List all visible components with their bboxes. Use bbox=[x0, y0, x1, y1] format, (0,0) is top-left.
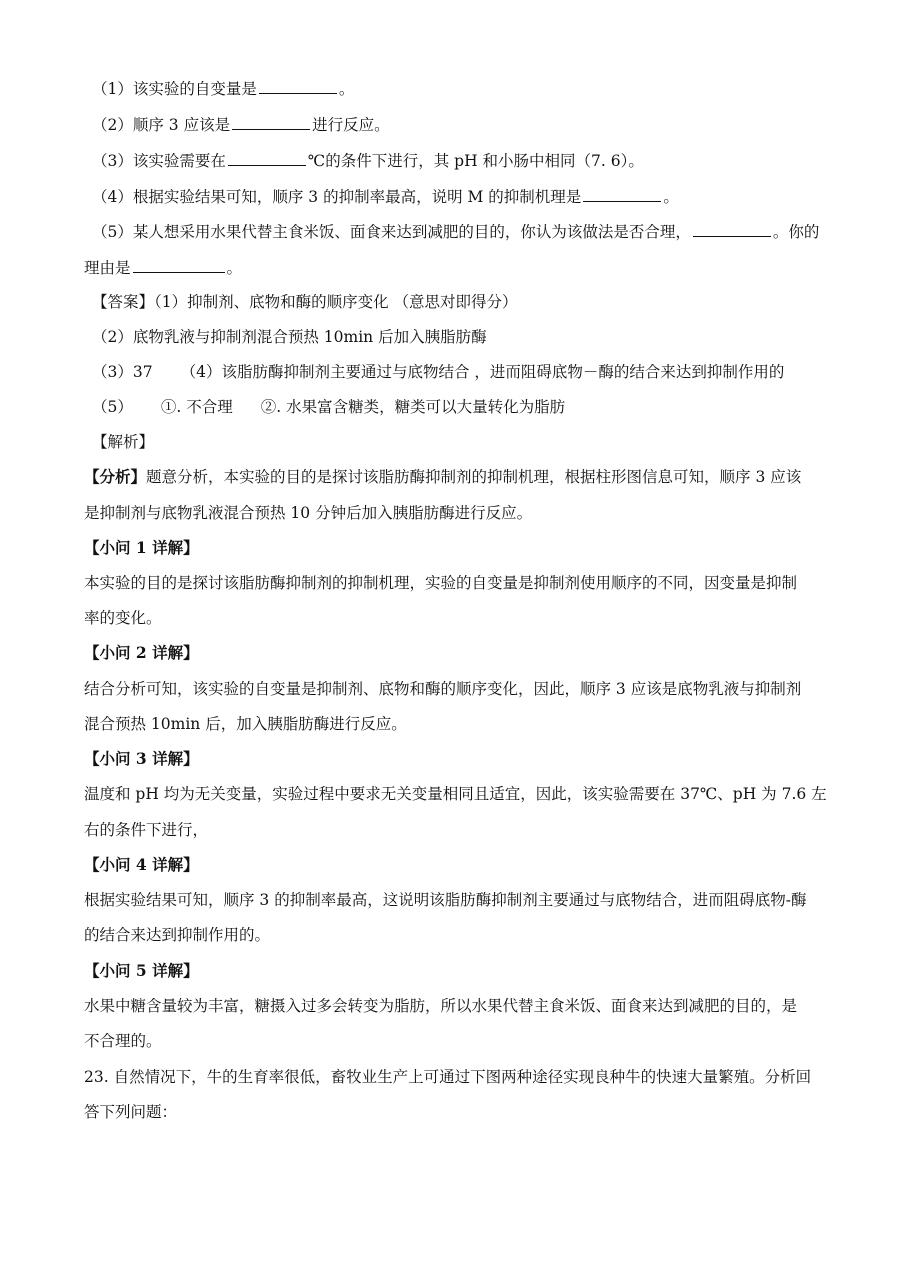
fenxi-text-2: 是抑制剂与底物乳液混合预热 10 分钟后加入胰脂肪酶进行反应。 bbox=[84, 504, 533, 522]
question-1 bbox=[92, 78, 832, 99]
s1-label: 【小问 1 详解】 bbox=[84, 538, 199, 557]
s4-heading bbox=[84, 855, 824, 875]
question-5b-text: 理由是 bbox=[84, 259, 131, 277]
question-5b-end: 。 bbox=[226, 259, 243, 277]
analysis-heading: 【解析】 bbox=[92, 433, 155, 451]
question-2-end: 进行反应。 bbox=[312, 116, 390, 134]
question-4-text: （4）根据实验结果可知，顺序 3 的抑制率最高，说明 M 的抑制机理是 bbox=[92, 188, 582, 206]
question-5-end: 。你的 bbox=[772, 223, 820, 241]
s1-line-1 bbox=[84, 573, 824, 593]
s1-text-2: 率的变化。 bbox=[84, 609, 162, 627]
s2-line-2 bbox=[84, 714, 824, 734]
answer-blank bbox=[133, 257, 225, 273]
s1-line-2 bbox=[84, 608, 824, 628]
answer-line-2 bbox=[92, 327, 832, 347]
fenxi-line-2 bbox=[84, 503, 824, 523]
question-2 bbox=[92, 114, 832, 135]
answer-blank bbox=[583, 186, 661, 202]
question-23-line-2 bbox=[84, 1102, 824, 1122]
s4-text-2: 的结合来达到抑制作用的。 bbox=[84, 926, 271, 944]
fenxi-label: 【分析】 bbox=[84, 467, 147, 486]
s2-line-1 bbox=[84, 679, 824, 699]
fenxi-line-1 bbox=[84, 467, 824, 487]
s5-text-2: 不合理的。 bbox=[84, 1032, 162, 1050]
answer-5-1: ①. 不合理 bbox=[160, 398, 233, 416]
question-5-text: （5）某人想采用水果代替主食米饭、面食来达到减肥的目的，你认为该做法是否合理， bbox=[92, 223, 691, 241]
s2-heading bbox=[84, 643, 824, 663]
answer-2: （2）底物乳液与抑制剂混合预热 10min 后加入胰脂肪酶 bbox=[92, 328, 487, 346]
s2-text-1: 结合分析可知，该实验的自变量是抑制剂、底物和酶的顺序变化，因此，顺序 3 应该是底物乳液与抑制剂 bbox=[84, 680, 802, 698]
answer-5-label: （5） bbox=[92, 398, 133, 416]
answer-4: （4）该脂肪酶抑制剂主要通过与底物结合 ，进而阻碍底物－酶的结合来达到抑制作用的 bbox=[180, 363, 785, 381]
question-2-text: （2）顺序 3 应该是 bbox=[92, 116, 231, 134]
question-1-end: 。 bbox=[338, 80, 355, 98]
s5-label: 【小问 5 详解】 bbox=[84, 961, 199, 980]
s5-text-1: 水果中糖含量较为丰富，糖摄入过多会转变为脂肪，所以水果代替主食米饭、面食来达到减肥的目的，是 bbox=[84, 997, 798, 1015]
answer-line-5 bbox=[92, 397, 832, 417]
question-3 bbox=[92, 150, 832, 171]
s2-text-2: 混合预热 10min 后，加入胰脂肪酶进行反应。 bbox=[84, 715, 407, 733]
answer-3: （3）37 bbox=[92, 363, 153, 381]
s5-line-1 bbox=[84, 996, 824, 1016]
question-4 bbox=[92, 186, 832, 207]
answer-1: （1）抑制剂、底物和酶的顺序变化 （意思对即得分） bbox=[154, 293, 518, 311]
question-23-text-2: 答下列问题： bbox=[84, 1103, 178, 1121]
answer-line-1 bbox=[92, 292, 832, 312]
question-3-text: （3）该实验需要在 bbox=[92, 152, 226, 170]
answer-label: 【答案】 bbox=[92, 293, 155, 311]
s3-heading bbox=[84, 749, 824, 769]
answer-blank bbox=[232, 114, 310, 130]
question-1-text: （1）该实验的自变量是 bbox=[92, 80, 257, 98]
question-23-line-1 bbox=[84, 1067, 824, 1087]
question-5 bbox=[92, 221, 832, 242]
question-5-cont bbox=[84, 257, 824, 278]
answer-5-2: ②. 水果富含糖类，糖类可以大量转化为脂肪 bbox=[260, 398, 566, 416]
s3-label: 【小问 3 详解】 bbox=[84, 749, 199, 768]
s3-line-1 bbox=[84, 784, 827, 804]
answer-blank bbox=[693, 221, 771, 237]
s3-line-2 bbox=[84, 820, 824, 840]
s3-text-2: 右的条件下进行， bbox=[84, 821, 209, 839]
question-4-end: 。 bbox=[663, 188, 679, 206]
s4-line-2 bbox=[84, 925, 824, 945]
s4-text-1: 根据实验结果可知，顺序 3 的抑制率最高，这说明该脂肪酶抑制剂主要通过与底物结合，进而阻碍底物-酶 bbox=[84, 891, 807, 909]
s4-line-1 bbox=[84, 890, 824, 910]
s5-line-2 bbox=[84, 1031, 824, 1051]
s1-text-1: 本实验的目的是探讨该脂肪酶抑制剂的抑制机理，实验的自变量是抑制剂使用顺序的不同，因变量是抑制 bbox=[84, 574, 798, 592]
fenxi-text-1: 题意分析，本实验的目的是探讨该脂肪酶抑制剂的抑制机理，根据柱形图信息可知，顺序 3 应该 bbox=[146, 468, 802, 486]
s4-label: 【小问 4 详解】 bbox=[84, 855, 199, 874]
s2-label: 【小问 2 详解】 bbox=[84, 643, 199, 662]
s1-heading bbox=[84, 538, 824, 558]
s3-text-1: 温度和 pH 均为无关变量，实验过程中要求无关变量相同且适宜，因此，该实验需要在 37℃、pH 为 7.6 左 bbox=[84, 785, 827, 803]
answer-blank bbox=[228, 150, 306, 166]
answer-line-3 bbox=[92, 362, 832, 382]
question-23-text-1: 23. 自然情况下，牛的生育率很低，畜牧业生产上可通过下图两种途径实现良种牛的快速大量繁殖。分析回 bbox=[84, 1068, 812, 1086]
s5-heading bbox=[84, 961, 824, 981]
question-3-end: ℃的条件下进行，其 pH 和小肠中相同（7. 6）。 bbox=[307, 152, 644, 170]
answer-blank bbox=[259, 78, 337, 94]
analysis-label bbox=[92, 432, 832, 452]
